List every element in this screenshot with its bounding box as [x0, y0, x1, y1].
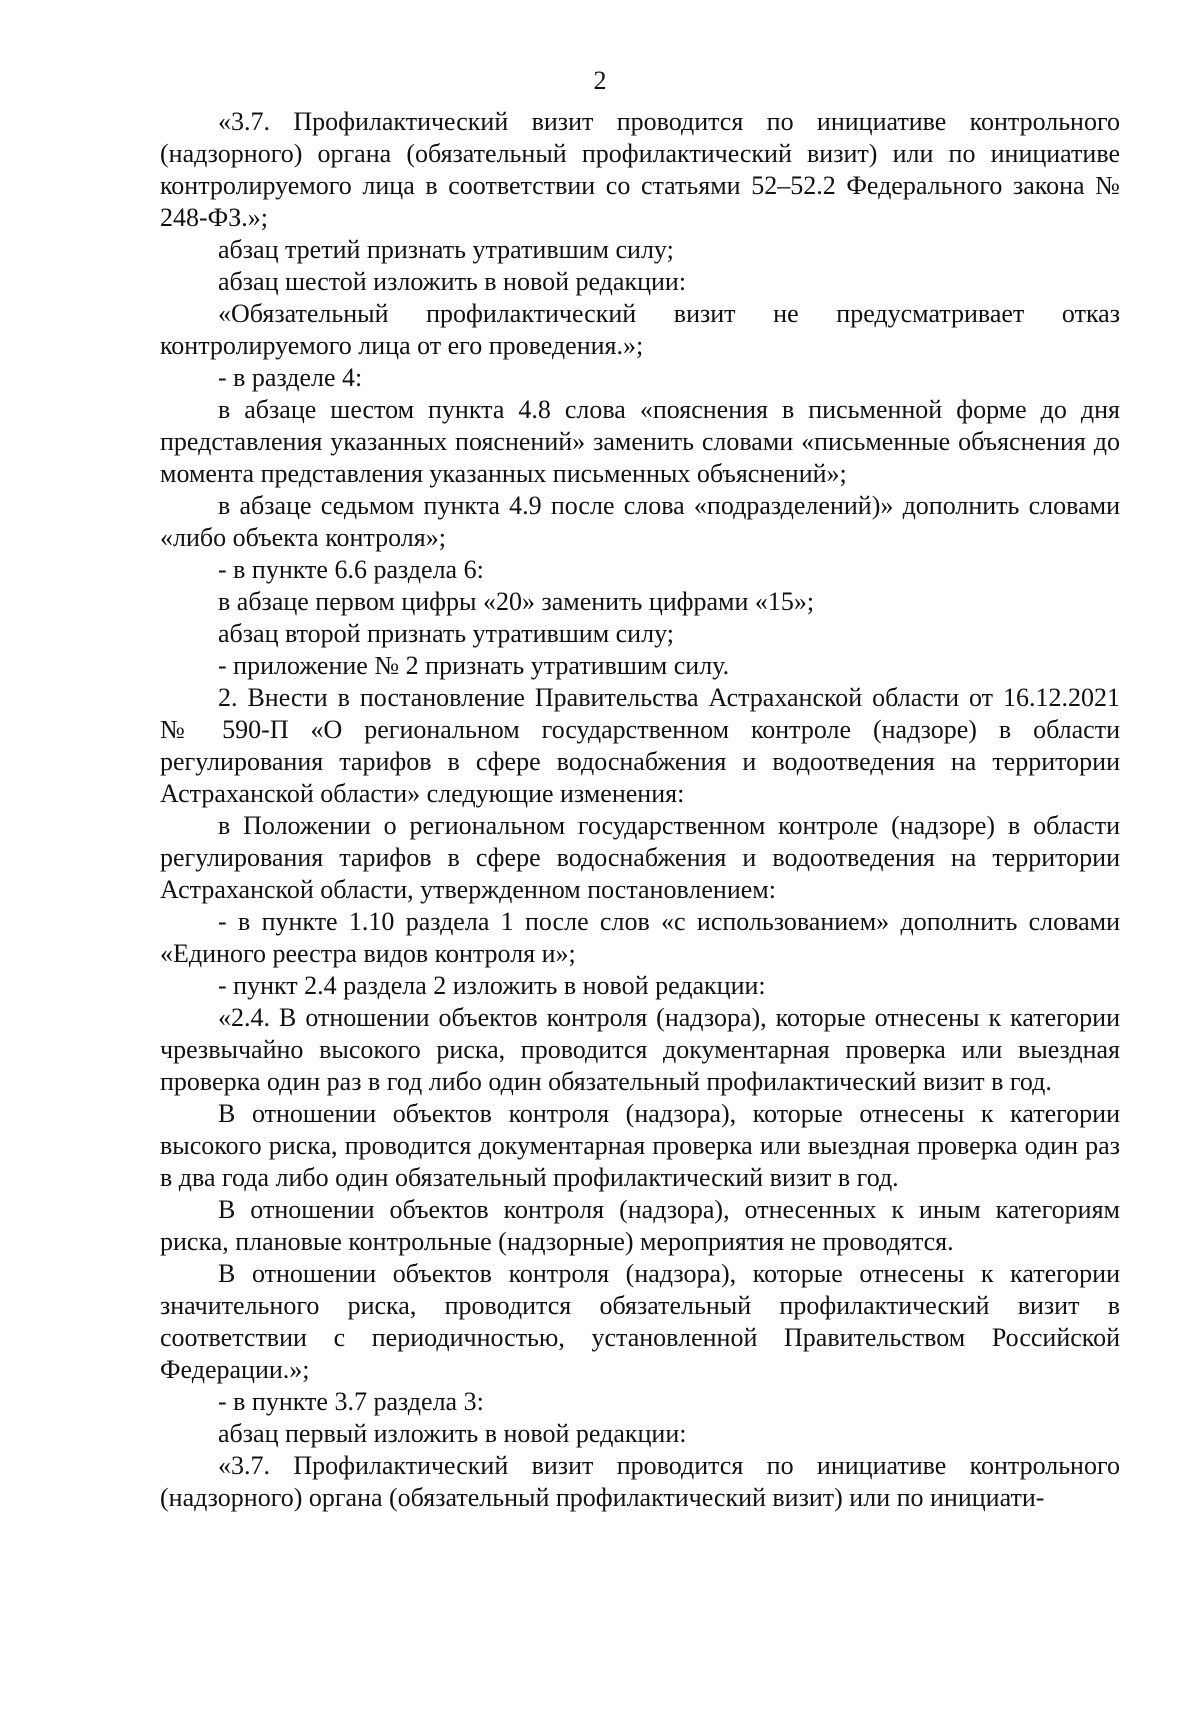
paragraph: абзац второй признать утратившим силу; [218, 619, 674, 648]
paragraph: «2.4. В отношении объектов контроля (надзора), которые отнесены к категории чрезвычайно высокого риска, проводится документарная проверка или выездная проверка один раз в год либо один обязательный профилактический визит в год. [160, 1003, 1120, 1096]
paragraph: В отношении объектов контроля (надзора), которые отнесены к категории высокого риска, проводится документарная проверка или выездная проверка один раз в два года либо один обязательный профилактический визит в год. [160, 1099, 1120, 1192]
paragraph: в абзаце седьмом пункта 4.9 после слова «подразделений)» дополнить словами «либо объекта контроля»; [160, 491, 1120, 552]
paragraph: абзац первый изложить в новой редакции: [218, 1419, 687, 1448]
paragraph: - в пункте 1.10 раздела 1 после слов «с использованием» дополнить словами «Единого реестра видов контроля и»; [160, 907, 1120, 968]
page-number: 2 [593, 66, 607, 95]
paragraph: «3.7. Профилактический визит проводится по инициативе контрольного (надзорного) органа (обязательный профилактический визит) или по инициати- [160, 1451, 1120, 1512]
paragraph: 2. Внести в постановление Правительства Астраханской области от 16.12.2021 № 590-П «О региональном государственном контроле (надзоре) в области регулирования тарифов в сфере водоснабжения и водоотведения на территории Астраханской области» следующие изменения: [160, 683, 1120, 808]
paragraph: в абзаце первом цифры «20» заменить цифрами «15»; [218, 587, 815, 616]
paragraph: в Положении о региональном государственном контроле (надзоре) в области регулирования тарифов в сфере водоснабжения и водоотведения на территории Астраханской области, утвержденном постановлением: [160, 811, 1120, 904]
paragraph: - в пункте 3.7 раздела 3: [218, 1387, 484, 1416]
paragraph: абзац третий признать утратившим силу; [218, 235, 674, 264]
paragraph: - приложение № 2 признать утратившим силу. [218, 651, 730, 680]
paragraph: - в пункте 6.6 раздела 6: [218, 555, 484, 584]
paragraph: «3.7. Профилактический визит проводится по инициативе контрольного (надзорного) органа (обязательный профилактический визит) или по инициативе контролируемого лица в соответствии со статьями 52–52.2 Федерального закона № 248-ФЗ.»; [160, 107, 1120, 232]
paragraph: «Обязательный профилактический визит не предусматривает отказ контролируемого лица от его проведения.»; [160, 299, 1120, 360]
paragraph: в абзаце шестом пункта 4.8 слова «пояснения в письменной форме до дня представления указанных пояснений» заменить словами «письменные объяснения до момента представления указанных письменных объяснений»; [160, 395, 1120, 488]
paragraph: В отношении объектов контроля (надзора), которые отнесены к категории значительного риска, проводится обязательный профилактический визит в соответствии с периодичностью, установленной Правительством Российской Федерации.»; [160, 1259, 1120, 1384]
paragraph: В отношении объектов контроля (надзора), отнесенных к иным категориям риска, плановые контрольные (надзорные) мероприятия не проводятся. [160, 1195, 1120, 1256]
document-body [160, 106, 1120, 1514]
paragraph: - пункт 2.4 раздела 2 изложить в новой редакции: [218, 971, 766, 1000]
paragraph: абзац шестой изложить в новой редакции: [218, 267, 687, 296]
paragraph: - в разделе 4: [218, 363, 363, 392]
